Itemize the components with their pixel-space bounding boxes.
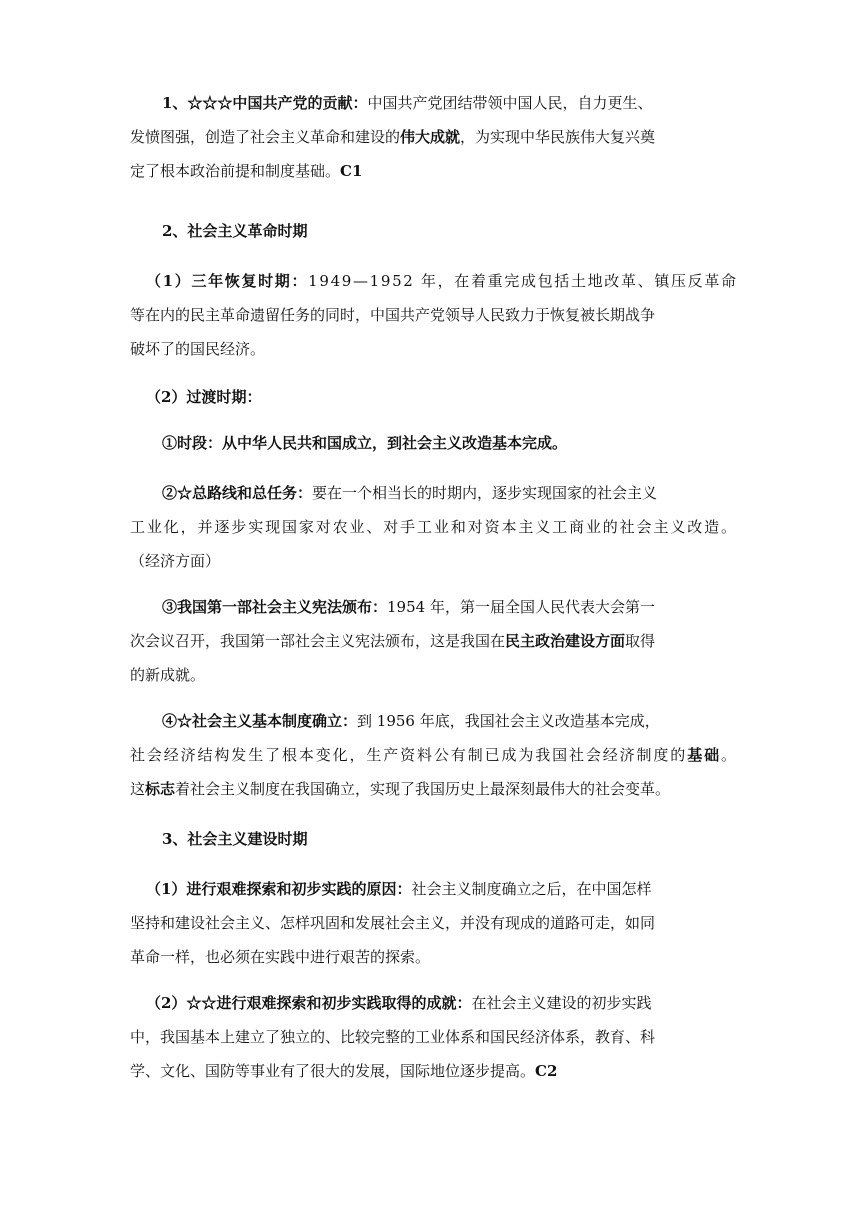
heading-socialist-construction — [130, 822, 736, 856]
heading-transition-period — [130, 380, 736, 414]
bold-text: ①时段：从中华人民共和国成立，到社会主义改造基本完成。 — [162, 434, 568, 452]
text-line — [130, 214, 736, 248]
text-run: 这 — [130, 780, 146, 798]
text-line — [130, 872, 736, 906]
bold-text: 伟大成就 — [400, 128, 461, 146]
bold-text: 3、社会主义建设时期 — [162, 830, 308, 848]
paragraph-general-line — [130, 476, 736, 578]
bold-text: 民主政治建设方面 — [505, 632, 626, 650]
bold-text: ④☆社会主义基本制度确立： — [162, 712, 358, 730]
text-line — [130, 154, 736, 188]
text-line — [130, 332, 736, 366]
text-line — [130, 86, 736, 120]
text-line — [130, 426, 736, 460]
text-line — [130, 476, 736, 510]
text-run: 次会议召开，我国第一部社会主义宪法颁布，这是我国在 — [130, 632, 506, 650]
bold-text: （1）三年恢复时期： — [146, 272, 309, 290]
paragraph-exploration-achievements — [130, 986, 736, 1088]
text-line — [130, 264, 736, 298]
bold-text: （1）进行艰难探索和初步实践的原因： — [146, 880, 412, 898]
text-run: 取得 — [625, 632, 656, 650]
paragraph-basic-system — [130, 704, 736, 806]
text-line — [130, 380, 736, 414]
text-run: 中国共产党团结带领中国人民，自力更生、 — [367, 94, 653, 112]
text-line — [130, 822, 736, 856]
text-run: 坚持和建设社会主义、怎样巩固和发展社会主义，并没有现成的道路可走，如同 — [130, 914, 656, 932]
text-run: 破坏了的国民经济。 — [130, 340, 266, 358]
text-run: 发愤图强，创造了社会主义革命和建设的 — [130, 128, 401, 146]
bold-text: （2）☆☆进行艰难探索和初步实践取得的成就： — [146, 994, 472, 1012]
text-line — [130, 544, 736, 578]
text-run: 社会主义制度确立之后，在中国怎样 — [411, 880, 652, 898]
text-run: 的新成就。 — [130, 666, 206, 684]
bold-text: C1 — [340, 162, 363, 180]
heading-socialist-revolution — [130, 214, 736, 248]
text-line — [130, 772, 736, 806]
text-run: 中，我国基本上建立了独立的、比较完整的工业体系和国民经济体系，教育、科 — [130, 1028, 656, 1046]
text-line — [130, 298, 736, 332]
text-run: 到 1956 年底，我国社会主义改造基本完成， — [357, 712, 660, 730]
text-line — [130, 510, 736, 544]
text-run: 着社会主义制度在我国确立，实现了我国历史上最深刻最伟大的社会变革。 — [175, 780, 671, 798]
bold-text: 标志 — [145, 780, 176, 798]
text-run: ，为实现中华民族伟大复兴奠 — [460, 128, 656, 146]
text-line — [130, 120, 736, 154]
text-line — [130, 1054, 736, 1088]
text-run: 在社会主义建设的初步实践 — [471, 994, 652, 1012]
bold-text: ②☆总路线和总任务： — [162, 484, 313, 502]
text-line — [130, 986, 736, 1020]
text-run: 等在内的民主革命遗留任务的同时，中国共产党领导人民致力于恢复被长期战争 — [130, 306, 656, 324]
text-line — [130, 704, 736, 738]
paragraph-first-constitution — [130, 590, 736, 692]
text-run: 要在一个相当长的时期内，逐步实现国家的社会主义 — [312, 484, 658, 502]
text-line — [130, 940, 736, 974]
text-run: （经济方面） — [130, 552, 221, 570]
text-line — [130, 1020, 736, 1054]
bold-text: C2 — [535, 1062, 558, 1080]
bold-text: 基础 — [687, 746, 721, 764]
bold-text: 2、社会主义革命时期 — [162, 222, 308, 240]
paragraph-party-contribution — [130, 86, 736, 188]
text-run: 学、文化、国防等事业有了很大的发展，国际地位逐步提高。 — [130, 1062, 536, 1080]
paragraph-recovery-period — [130, 264, 736, 366]
text-line — [130, 624, 736, 658]
text-run: 1954 年，第一届全国人民代表大会第一 — [387, 598, 655, 616]
bold-text: （2）过渡时期： — [146, 388, 262, 406]
text-line — [130, 590, 736, 624]
bold-text: 1、☆☆☆中国共产党的贡献： — [162, 94, 368, 112]
text-line — [130, 658, 736, 692]
text-run: 。 — [720, 746, 738, 764]
text-line — [130, 906, 736, 940]
text-run: 工业化，并逐步实现国家对农业、对手工业和对资本主义工商业的社会主义改造。 — [130, 518, 738, 536]
bold-text: ③我国第一部社会主义宪法颁布： — [162, 598, 388, 616]
text-run: 社会经济结构发生了根本变化，生产资料公有制已成为我国社会经济制度的 — [130, 746, 688, 764]
text-run: 定了根本政治前提和制度基础。 — [130, 162, 341, 180]
text-run: 革命一样，也必须在实践中进行艰苦的探索。 — [130, 948, 431, 966]
paragraph-exploration-reason — [130, 872, 736, 974]
text-line — [130, 738, 736, 772]
paragraph-time-span — [130, 426, 736, 460]
text-run: 1949—1952 年，在着重完成包括土地改革、镇压反革命 — [308, 272, 738, 290]
